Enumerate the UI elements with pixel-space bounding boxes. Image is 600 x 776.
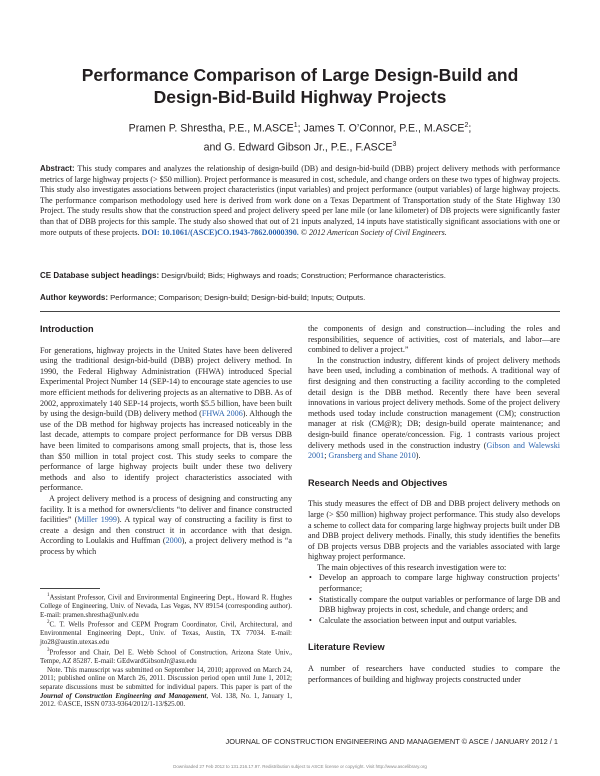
footnote-1-sup: 1 [47, 593, 50, 598]
ref-fhwa-2006[interactable]: FHWA 2006 [201, 409, 243, 419]
abstract-label: Abstract: [40, 164, 75, 173]
research-paragraph-2: The main objectives of this research investigation were to: [317, 562, 507, 572]
right-column [308, 324, 560, 685]
literature-paragraph-1: A number of researchers have conducted studies to compare the performances of building and highway projects constructed under [308, 664, 560, 684]
footnote-2 [40, 619, 292, 646]
author-list [40, 118, 560, 155]
intro-p1-text-a: For generations, highway projects in the United States have been delivered using the traditional design-bid-build (DBB) project delivery method. In 1990, the Federal Highway Administration (FHWA) introduced Special Experimental Project Number 14 (SEP-14) to encourage state agencies to use more efficient methods for delivering projects as an alternative to DBB. As of 2002, approximately 140 SEP-14 projects, worth $5.5 billion, have been built by using the design-build (DB) delivery method ( [40, 345, 292, 419]
objective-item: • Statistically compare the output variables or performance of large DB and DBB highway projects in cost, schedule, and change orders; and [308, 595, 560, 616]
footnote-3-sup: 3 [47, 647, 50, 653]
ref-loulakis-2000[interactable]: 2000 [165, 536, 182, 546]
intro-p2-text-a: A project delivery method is a process of designing and constructing any facility. It is a method for owners/clients “to deliver and finance constructed facilities” ( [40, 493, 292, 525]
footnote-1 [40, 592, 292, 619]
author-2: ; James T. O’Connor, P.E., M.ASCE [297, 122, 465, 135]
intro-paragraph-1 [40, 346, 292, 494]
right-p2-text-a: In the construction industry, different kinds of project delivery methods have been used, including a combination of methods. A traditional way of first designing and then constructing a facility according to the completed detail design is the DBB method. Recently there have been several innovations in various project delivery methods. Some of the project delivery methods used today include construction management (CM); construction manager at risk (CM@R); DB; design-build operate maintenance; and design-build finance operate/concession. Fig. 1 contrasts various project delivery methods used in the construction industry ( [308, 355, 560, 450]
note-text-a: Note. This manuscript was submitted on September 14, 2010; approved on March 24, 2011; published online on March 26, 2011. Discussion period open until June 1, 2012; separate discussions must be submitted for individual papers. This paper is part of the [40, 665, 292, 692]
ref-miller-1999[interactable]: Miller 1999 [77, 515, 117, 525]
title-line-1: Performance Comparison of Large Design-Build and [81, 65, 519, 85]
objective-item: • Develop an approach to compare large highway construction projects’ performance; [308, 573, 560, 594]
objective-item: • Calculate the association between input and output variables. [308, 616, 560, 627]
footnote-2-sup: 2 [47, 620, 50, 626]
author-keywords-text: Performance; Comparison; Design-build; Design-bid-build; Inputs; Outputs. [108, 293, 366, 302]
subject-headings [40, 271, 560, 280]
page-footer: JOURNAL OF CONSTRUCTION ENGINEERING AND MANAGEMENT © ASCE / JANUARY 2012 / 1 [225, 737, 558, 746]
intro-p2-text-b: ). A typical way of constructing a facility is first to create a design and then construct it in accordance with that design. According to Loulakis and Huffman ( [40, 515, 292, 546]
paper-title [40, 64, 560, 108]
subject-headings-label: CE Database subject headings: [40, 271, 160, 280]
footnote-3-text: Professor and Chair, Del E. Webb School of Construction, Arizona State Univ., Tempe, AZ 85287. E-mail: GEdwardGibsonJr@asu.edu [40, 648, 292, 665]
left-column [40, 324, 292, 557]
subject-headings-text: Design/build; Bids; Highways and roads; Construction; Performance characteristics. [159, 271, 446, 280]
research-paragraph-1: This study measures the effect of DB and DBB project delivery methods on large (> $50 million) highway project performance. This study also develops a scheme to collect data for comparing large highway projects built under DB and DBB project delivery methods. Finally, this study identifies the benefits of DB projects versus DBB projects and the variables associated with large highway project performance. [308, 499, 560, 562]
footnote-3 [40, 647, 292, 666]
objectives-list [308, 573, 560, 626]
author-2-tail: ; [468, 122, 472, 135]
footnote-2-text: C. T. Wells Professor and CEPM Program Coordinator, Civil, Architectural, and Environmental Engineering Dept., Univ. of Texas, Austin, TX 77034. E-mail: jto28@austin.utexas.edu [40, 620, 292, 647]
download-notice: Downloaded 27 Feb 2012 to 131.216.17.97. Redistribution subject to ASCE license or copyright. Visit http://www.ascelibrary.org [173, 764, 427, 769]
footnotes [40, 592, 292, 709]
author-2-sup: 2 [464, 122, 469, 129]
ref-gransberg-shane-2010[interactable]: Gransberg and Shane 2010 [328, 451, 416, 461]
intro-paragraph-2 [40, 494, 292, 558]
ref-separator: ; [324, 451, 329, 461]
abstract [40, 164, 560, 238]
divider [40, 311, 560, 312]
right-paragraph-2 [308, 356, 560, 462]
right-p2-text-b: ). [415, 451, 421, 461]
ref-gibson-walewski-2001[interactable]: Gibson and Walewski 2001 [308, 440, 560, 461]
note-text-b: , Vol. 138, No. 1, January 1, 2012. ©ASCE, ISSN 0733-9364/2012/1-13/$25.00. [40, 691, 292, 709]
manuscript-note [40, 666, 292, 710]
abstract-copyright: © 2012 American Society of Civil Engineers. [298, 227, 447, 237]
research-needs-heading: Research Needs and Objectives [308, 477, 448, 488]
author-1: Pramen P. Shrestha, P.E., M.ASCE [128, 122, 294, 135]
introduction-heading: Introduction [40, 324, 94, 334]
author-keywords-label: Author keywords: [40, 293, 109, 302]
right-paragraph-1: the components of design and construction—including the roles and responsibilities, sequence of activities, cost of materials, and labor—are combined to deliver a project.” [308, 324, 560, 355]
author-keywords [40, 293, 560, 302]
author-3-sup: 3 [392, 140, 397, 148]
doi-link[interactable]: DOI: 10.1061/(ASCE)CO.1943-7862.0000390. [141, 227, 299, 237]
literature-review-heading: Literature Review [308, 642, 385, 653]
author-3: and G. Edward Gibson Jr., P.E., F.ASCE [203, 141, 393, 154]
abstract-text: This study compares and analyzes the relationship of design-build (DB) and design-bid-build (DBB) project delivery methods with performance metrics of large highway projects (> $50 million). Project performance is measured in cost, schedule, and change orders on these two types of highway projects. This study also investigates associations between project characteristics (input variables) and project performance (output variables) of large highway projects. The performance comparison methodology used here is derived from work done on a Texas Department of Transportation study of the State Highway 130 Project. The study results show that the construction speed and project delivery speed per lane mile (or lane kilometer) of DB projects were significantly faster than that of DBB projects for this sample. The study also showed that out of 21 inputs analyzed, 14 inputs have statistically significant associations with one or more outputs of these projects. [40, 164, 560, 237]
footnote-divider [40, 588, 100, 589]
journal-name: Journal of Construction Engineering and Management [40, 691, 207, 700]
footnote-1-text: Assistant Professor, Civil and Environmental Engineering Dept., Howard R. Hughes College of Engineering, Univ. of Nevada, Las Vegas, NV 89154 (corresponding author). E-mail: pramen.shrestha@unlv.edu [40, 593, 292, 619]
title-line-2: Design-Bid-Build Highway Projects [153, 87, 447, 107]
author-1-sup: 1 [293, 122, 298, 129]
intro-p2-text-c: ), a project delivery method is “a process by which [40, 536, 292, 556]
intro-p1-text-b: ). Although the use of the DB method for highway projects has increased noticeably in the last decade, attempts to compare project performance for DB versus DBB have been limited to comparisons among small projects, that is, those less than $50 million in total project cost. This study seeks to compare the performance of large highway projects built under these two delivery methods and also to identify project characteristics associated with performance. [40, 409, 292, 493]
